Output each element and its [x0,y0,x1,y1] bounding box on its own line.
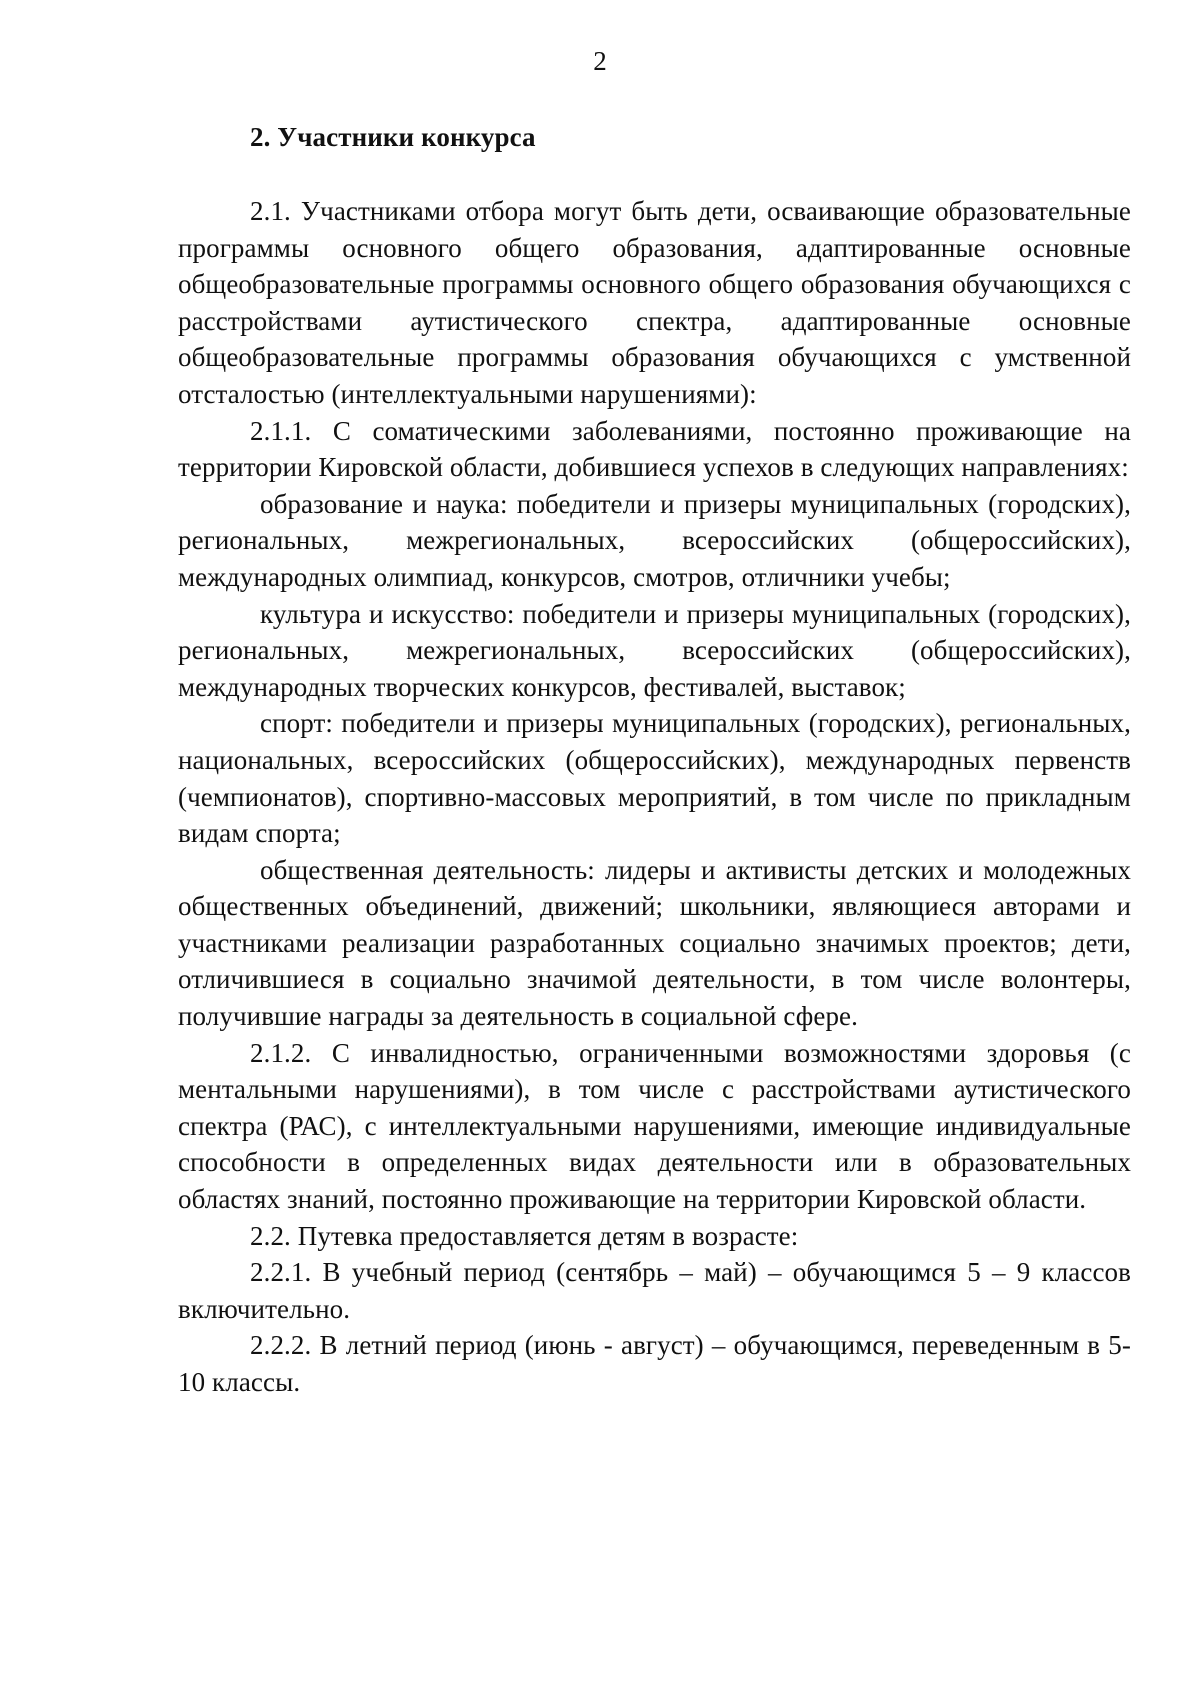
paragraph-2-2-1: 2.2.1. В учебный период (сентябрь – май) – обучающимся 5 – 9 классов включительно. [178,1257,1131,1324]
paragraph-sport: спорт: победители и призеры муниципальных (городских), региональных, национальных, всероссийских (общероссийских), международных первенств (чемпионатов), спортивно-массовых мероприятий, в том числе по прикладным видам спорта; [178,708,1131,849]
paragraph-2-2: 2.2. Путевка предоставляется детям в возрасте: [250,1220,799,1251]
paragraph-2-2-2: 2.2.2. В летний период (июнь - август) – обучающимся, переведенным в 5-10 классы. [178,1330,1131,1397]
paragraph-education-science: образование и наука: победители и призеры муниципальных (городских), региональных, межрегиональных, всероссийских (общероссийских), международных олимпиад, конкурсов, смотров, отличники учебы; [178,488,1131,592]
page-number: 2 [593,46,607,76]
paragraph-culture-art: культура и искусство: победители и призеры муниципальных (городских), региональных, межрегиональных, всероссийских (общероссийских), международных творческих конкурсов, фестивалей, выставок; [178,598,1131,702]
section-title: 2. Участники конкурса [250,122,536,152]
paragraph-2-1: 2.1. Участниками отбора могут быть дети, осваивающие образовательные программы основного общего образования, адаптированные основные общеобразовательные программы основного общего образования обучающихся с расстройствами аутистического спектра, адаптированные основные общеобразовательные программы образования обучающихся с умственной отсталостью (интеллектуальными нарушениями): [178,196,1131,409]
paragraph-public-activity: общественная деятельность: лидеры и активисты детских и молодежных общественных объединений, движений; школьники, являющиеся авторами и участниками реализации разработанных социально значимых проектов; дети, отличившиеся в социально значимой деятельности, в том числе волонтеры, получившие награды за деятельность в социальной сфере. [178,854,1131,1032]
paragraph-2-1-2: 2.1.2. С инвалидностью, ограниченными возможностями здоровья (с ментальными нарушениями), в том числе с расстройствами аутистического спектра (РАС), с интеллектуальными нарушениями, имеющие индивидуальные способности в определенных видах деятельности или в образовательных областях знаний, постоянно проживающие на территории Кировской области. [178,1037,1131,1215]
paragraph-2-1-1: 2.1.1. С соматическими заболеваниями, постоянно проживающие на территории Кировской области, добившиеся успехов в следующих направлениях: [178,415,1131,483]
document-body [178,117,1131,1401]
